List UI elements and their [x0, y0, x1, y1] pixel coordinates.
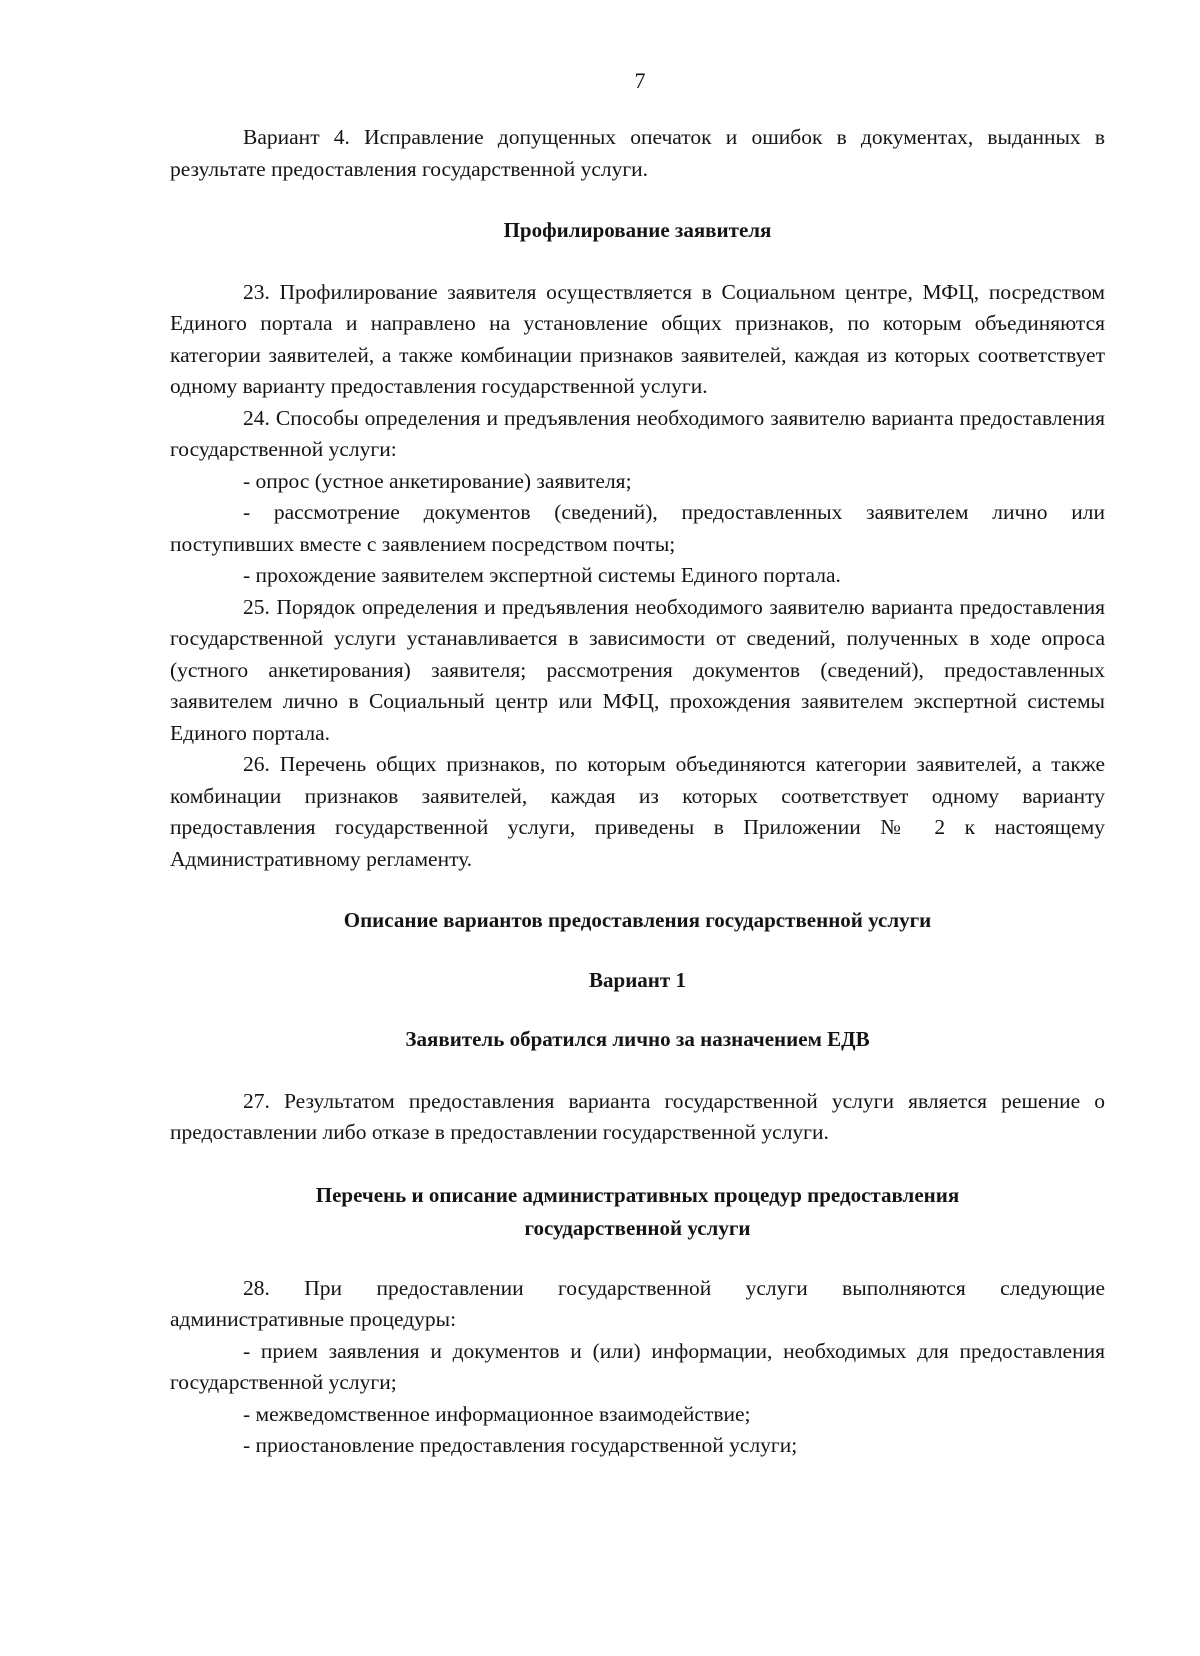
list-item: - межведомственное информационное взаимодействие;	[243, 1401, 751, 1426]
list-item: - прохождение заявителем экспертной системы Единого портала.	[243, 563, 841, 587]
document-body	[170, 122, 1105, 1462]
paragraph-23: 23. Профилирование заявителя осуществляется в Социальном центре, МФЦ, посредством Единого портала и направлено на установление общих признаков, по которым объединяются категории заявителей, а также комбинации признаков заявителей, каждая из которых соответствует одному варианту предоставления государственной услуги.	[170, 279, 1105, 398]
paragraph-27: 27. Результатом предоставления варианта государственной услуги является решение о предоставлении либо отказе в предоставлении государственной услуги.	[170, 1088, 1105, 1144]
variant1-heading: Вариант 1	[589, 967, 686, 992]
paragraph-28: 28. При предоставлении государственной услуги выполняются следующие административные процедуры:	[170, 1275, 1105, 1331]
variant4-paragraph: Вариант 4. Исправление допущенных опечаток и ошибок в документах, выданных в результате предоставления государственной услуги.	[170, 125, 1105, 181]
paragraph-25: 25. Порядок определения и предъявления необходимого заявителю варианта предоставления государственной услуги устанавливается в зависимости от сведений, полученных в ходе опроса (устного анкетирования) заявителя; рассмотрения документов (сведений), предоставленных заявителем лично в Социальный центр или МФЦ, прохождения заявителем экспертной системы Единого портала.	[170, 594, 1105, 745]
applicant-heading: Заявитель обратился лично за назначением ЕДВ	[405, 1027, 870, 1051]
profiling-heading: Профилирование заявителя	[503, 218, 772, 242]
procedures-heading-line2: государственной услуги	[524, 1215, 751, 1240]
paragraph-24: 24. Способы определения и предъявления необходимого заявителю варианта предоставления государственной услуги:	[170, 405, 1105, 461]
page-number: 7	[634, 68, 646, 93]
procedures-heading-line1: Перечень и описание административных процедур предоставления	[315, 1182, 960, 1207]
variants-heading: Описание вариантов предоставления государственной услуги	[343, 908, 932, 932]
paragraph-26: 26. Перечень общих признаков, по которым объединяются категории заявителей, а также комбинации признаков заявителей, каждая из которых соответствует одному варианту предоставления государственной услуги, приведены в Приложении № 2 к настоящему Административному регламенту.	[170, 752, 1105, 871]
list-item: - прием заявления и документов и (или) информации, необходимых для предоставления государственной услуги;	[170, 1338, 1105, 1394]
list-item: - рассмотрение документов (сведений), предоставленных заявителем лично или поступивших вместе с заявлением посредством почты;	[170, 500, 1105, 556]
procedures-heading	[170, 1179, 1105, 1245]
list-item: - приостановление предоставления государственной услуги;	[243, 1433, 798, 1457]
list-item: - опрос (устное анкетирование) заявителя;	[243, 468, 632, 493]
